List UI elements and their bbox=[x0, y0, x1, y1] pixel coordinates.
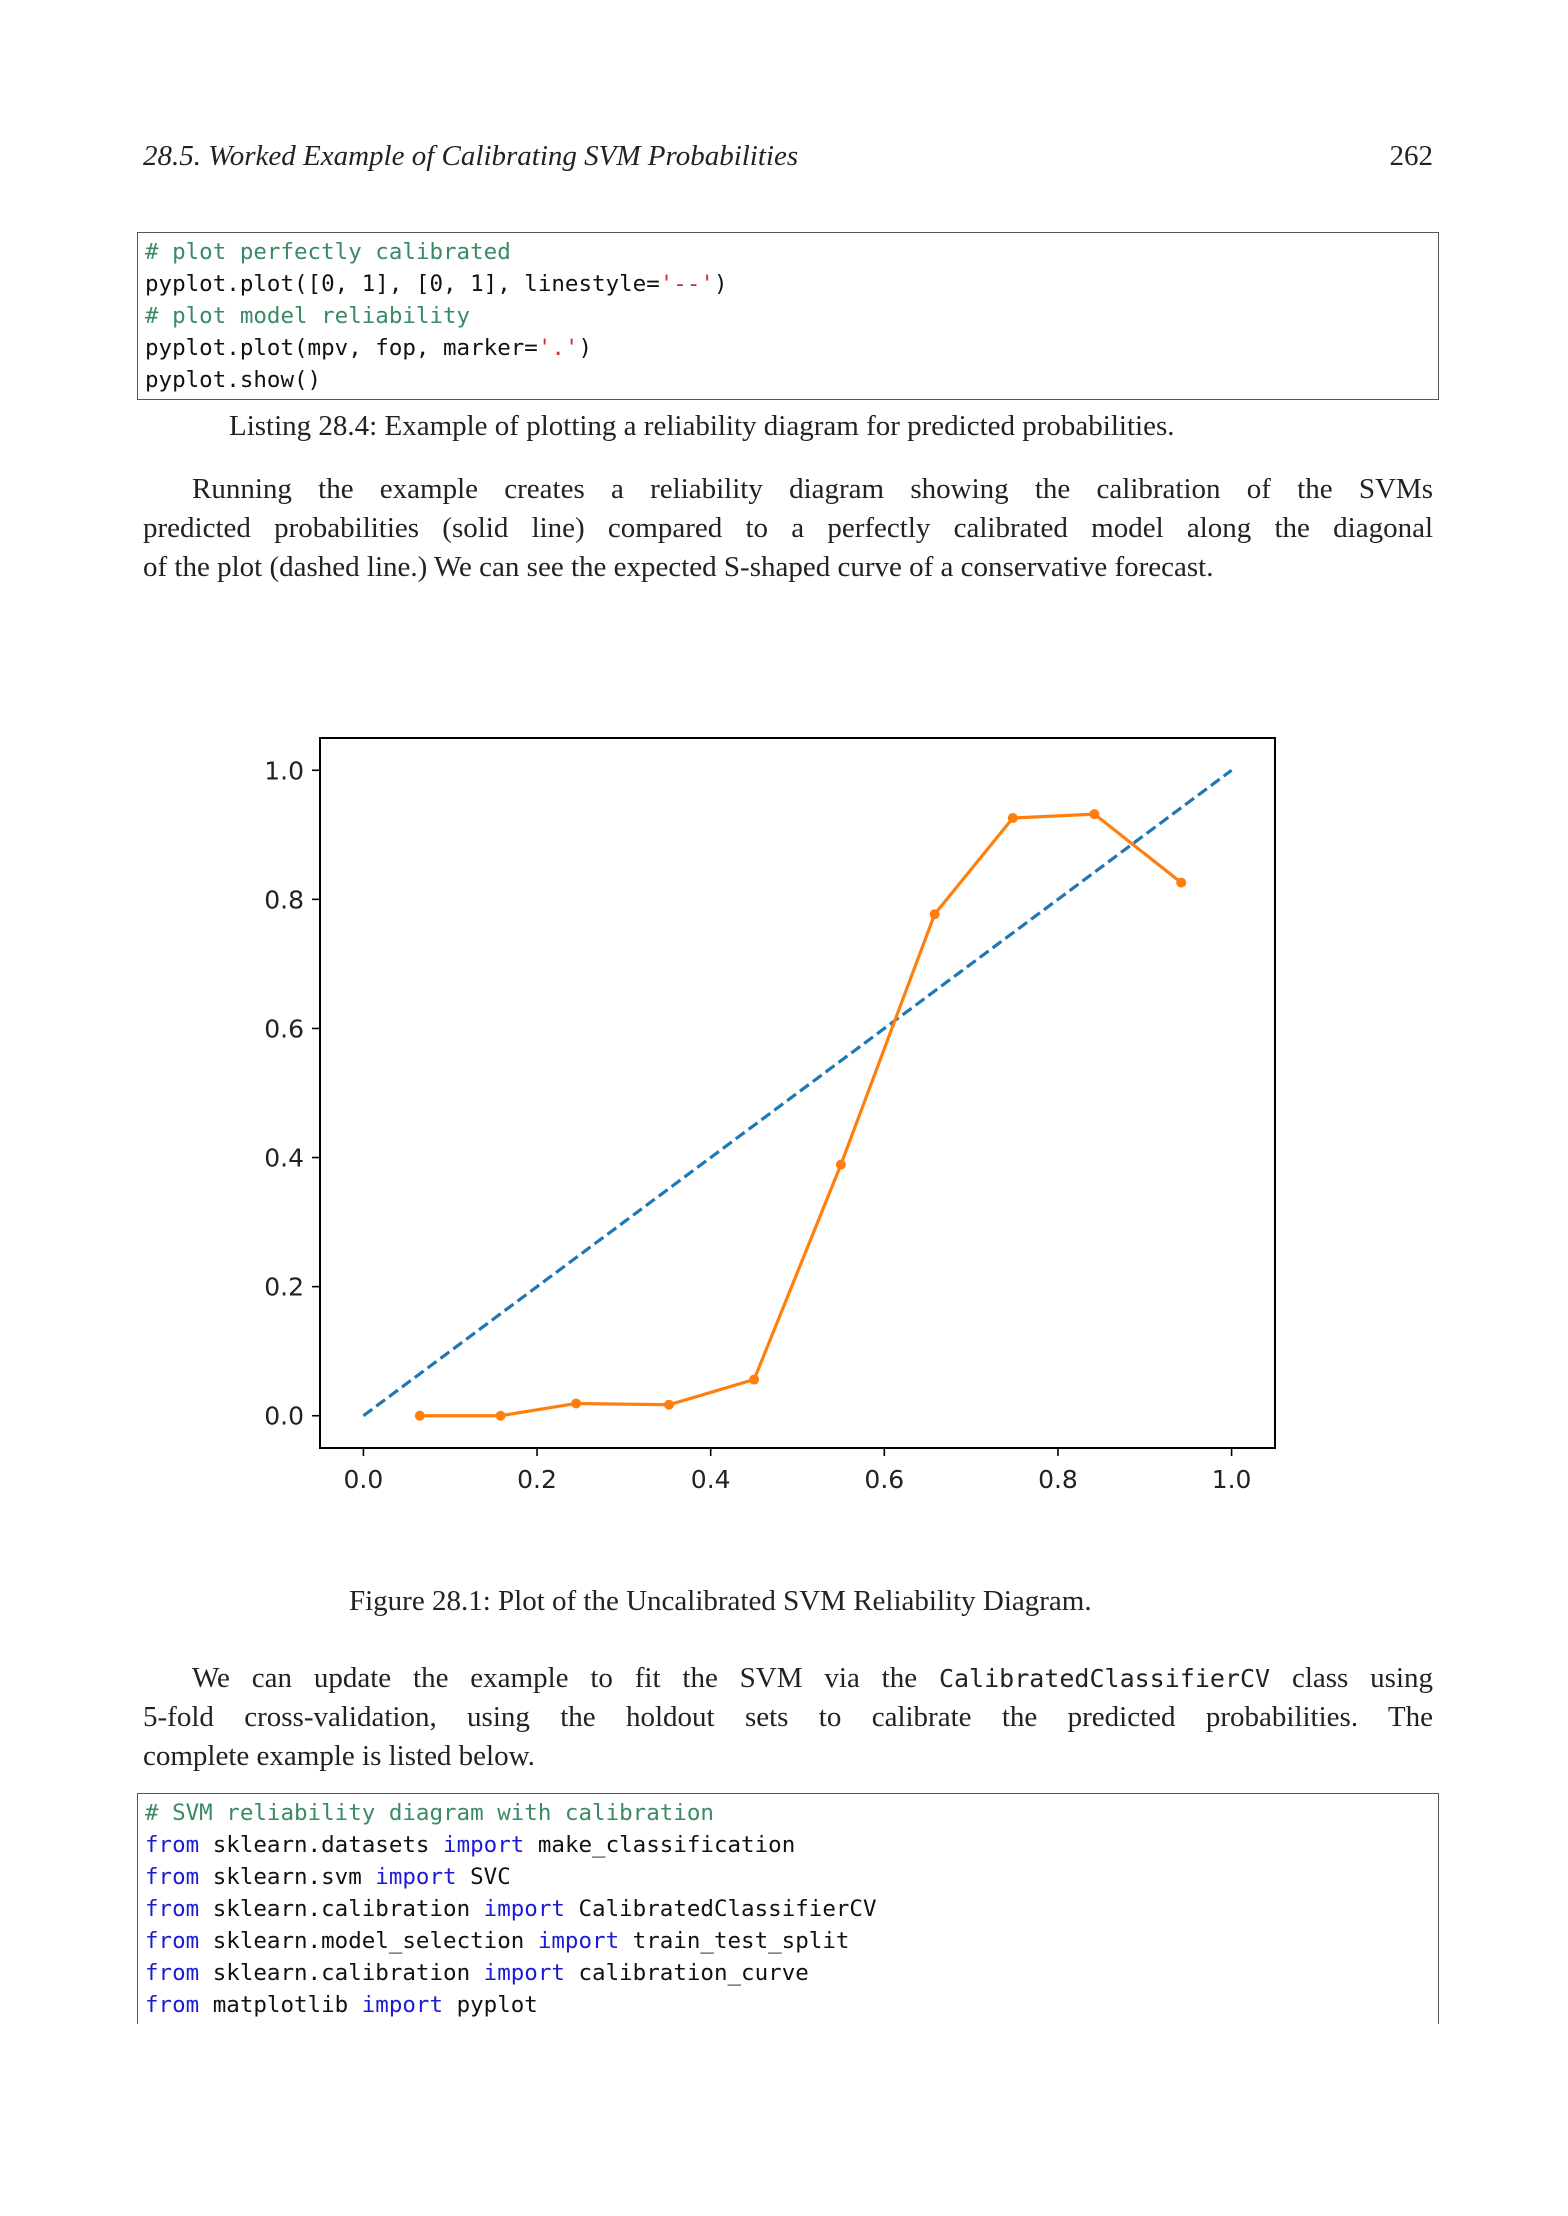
code-listing-calibration bbox=[137, 1793, 1439, 2024]
data-point bbox=[930, 909, 940, 919]
code-token: # plot perfectly calibrated bbox=[145, 239, 511, 265]
data-point bbox=[836, 1160, 846, 1170]
x-tick-label: 0.2 bbox=[517, 1465, 557, 1494]
data-point bbox=[571, 1398, 581, 1408]
listing-caption: Listing 28.4: Example of plotting a reliability diagram for predicted probabilities. bbox=[229, 410, 1175, 442]
running-header bbox=[143, 140, 1433, 180]
code-line bbox=[145, 1797, 1438, 1829]
code-listing-plot bbox=[137, 232, 1439, 400]
x-tick-label: 0.0 bbox=[343, 1465, 384, 1494]
y-tick-label: 1.0 bbox=[264, 756, 304, 786]
code-token: make_classification bbox=[524, 1832, 796, 1858]
code-token: from bbox=[145, 1960, 200, 1986]
code-line bbox=[145, 332, 1438, 364]
body-paragraph-1 bbox=[143, 470, 1433, 587]
code-line bbox=[145, 1957, 1438, 1989]
code-token: import bbox=[537, 1928, 620, 1954]
code-token: import bbox=[483, 1896, 565, 1922]
paragraph-line bbox=[143, 1659, 1433, 1698]
x-tick-label: 0.4 bbox=[690, 1465, 731, 1494]
perfect-calibration-line bbox=[363, 770, 1231, 1415]
x-tick-label: 1.0 bbox=[1211, 1465, 1252, 1494]
y-tick-label: 0.6 bbox=[264, 1014, 304, 1044]
y-tick-label: 0.2 bbox=[264, 1272, 304, 1302]
code-line bbox=[145, 300, 1438, 332]
code-token: pyplot.plot([0, 1], [0, 1], linestyle= bbox=[145, 271, 660, 297]
code-token: # plot model reliability bbox=[145, 303, 471, 329]
code-line bbox=[145, 1829, 1438, 1861]
paragraph-line bbox=[143, 1698, 1433, 1737]
model-reliability-line bbox=[420, 814, 1181, 1416]
code-line bbox=[145, 268, 1438, 300]
code-token: SVC bbox=[456, 1864, 511, 1890]
code-token: train_test_split bbox=[619, 1928, 850, 1954]
data-point bbox=[749, 1375, 759, 1385]
code-token: # SVM reliability diagram with calibration bbox=[145, 1800, 714, 1826]
code-token: import bbox=[483, 1960, 565, 1986]
paragraph-line bbox=[143, 1737, 1433, 1776]
code-token: import bbox=[361, 1992, 444, 2018]
code-token: import bbox=[375, 1864, 457, 1890]
data-point bbox=[664, 1400, 674, 1410]
paragraph-line: predicted probabilities (solid line) compared to a perfectly calibrated model along the diagonal bbox=[143, 512, 1433, 544]
inline-code: CalibratedClassifierCV bbox=[938, 1664, 1271, 1693]
code-token: sklearn.svm bbox=[199, 1864, 376, 1890]
code-token: sklearn.model_selection bbox=[199, 1928, 538, 1954]
code-token: '.' bbox=[537, 335, 579, 361]
paragraph-line: Running the example creates a reliability diagram showing the calibration of the SVMs bbox=[192, 473, 1433, 505]
code-token: pyplot.show() bbox=[145, 367, 322, 393]
code-token: from bbox=[145, 1992, 200, 2018]
data-point bbox=[1176, 878, 1186, 888]
y-tick-label: 0.4 bbox=[264, 1143, 304, 1173]
code-token: sklearn.datasets bbox=[199, 1832, 444, 1858]
code-token: sklearn.calibration bbox=[199, 1960, 484, 1986]
code-line bbox=[145, 1861, 1438, 1893]
code-line bbox=[145, 1989, 1438, 2021]
code-line bbox=[145, 364, 1438, 396]
x-tick-label: 0.8 bbox=[1038, 1465, 1078, 1494]
paragraph-text: complete example is listed below. bbox=[143, 1740, 535, 1772]
code-token: '--' bbox=[659, 271, 714, 297]
reliability-diagram-chart bbox=[230, 720, 1290, 1540]
x-tick-label: 0.6 bbox=[864, 1465, 905, 1494]
code-line bbox=[145, 1925, 1438, 1957]
code-token: pyplot bbox=[443, 1992, 538, 2018]
code-token: matplotlib bbox=[199, 1992, 362, 2018]
code-token: sklearn.calibration bbox=[199, 1896, 484, 1922]
data-point bbox=[1008, 813, 1018, 823]
figure-caption: Figure 28.1: Plot of the Uncalibrated SVM Reliability Diagram. bbox=[349, 1585, 1092, 1617]
paragraph-text: class using bbox=[1270, 1662, 1434, 1694]
code-token: from bbox=[145, 1832, 200, 1858]
code-token: from bbox=[145, 1928, 200, 1954]
y-tick-label: 0.8 bbox=[264, 885, 304, 915]
code-token: from bbox=[145, 1896, 200, 1922]
code-line bbox=[145, 236, 1438, 268]
code-token: CalibratedClassifierCV bbox=[564, 1896, 877, 1922]
code-line bbox=[145, 1893, 1438, 1925]
page-number: 262 bbox=[1389, 140, 1433, 172]
code-token: pyplot.plot(mpv, fop, marker= bbox=[145, 335, 538, 361]
data-point bbox=[1089, 809, 1099, 819]
paragraph-line: of the plot (dashed line.) We can see the expected S-shaped curve of a conservative forecast. bbox=[143, 551, 1214, 583]
section-title: 28.5. Worked Example of Calibrating SVM Probabilities bbox=[143, 140, 799, 172]
body-paragraph-2 bbox=[143, 1659, 1433, 1776]
data-point bbox=[415, 1411, 425, 1421]
y-tick-label: 0.0 bbox=[264, 1401, 304, 1431]
paragraph-text: 5-fold cross-validation, using the holdout sets to calibrate the predicted probabilities. The bbox=[143, 1701, 1433, 1733]
data-point bbox=[496, 1411, 506, 1421]
code-token: ) bbox=[713, 271, 728, 297]
code-token: import bbox=[443, 1832, 525, 1858]
paragraph-text: We can update the example to fit the SVM via the bbox=[192, 1662, 939, 1694]
code-token: calibration_curve bbox=[564, 1960, 809, 1986]
code-token: ) bbox=[578, 335, 593, 361]
code-token: from bbox=[145, 1864, 200, 1890]
